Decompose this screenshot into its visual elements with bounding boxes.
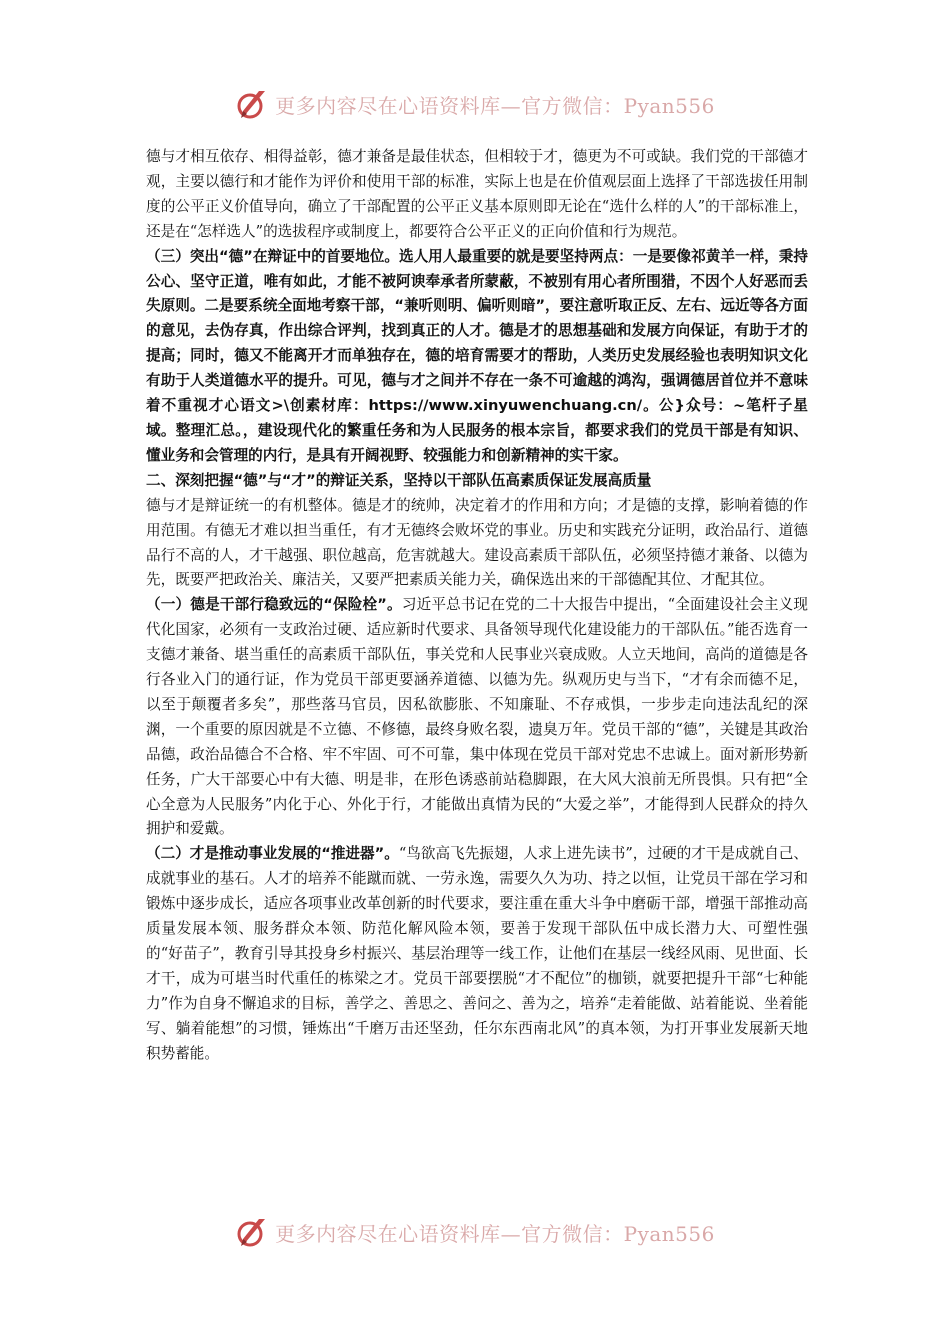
paragraph: [146, 842, 808, 1066]
subheading: （一）德是干部行稳致远的“保险栓”。: [146, 596, 402, 614]
paragraph: 德与才是辩证统一的有机整体。德是才的统帅，决定着才的作用和方向；才是德的支撑，影响着德的作用范围。有德无才难以担当重任，有才无德终会败坏党的事业。历史和实践充分证明，政治品行、道德品行不高的人，才干越强、职位越高，危害就越大。建设高素质干部队伍，必须坚持德才兼备、以德为先，既要严把政治关、廉洁关，又要严把素质关能力关，确保选出来的干部德配其位、才配其位。: [146, 496, 808, 589]
banner-text: 更多内容尽在心语资料库—官方微信：Pyan556: [275, 1221, 715, 1246]
quill-logo-icon: [235, 87, 269, 121]
paragraph: 德与才相互依存、相得益彰，德才兼备是最佳状态，但相较于才，德更为不可或缺。我们党的干部德才观，主要以德行和才能作为评价和使用干部的标准，实际上也是在价值观层面上选择了干部选拔任用制度的公平正义价值导向，确立了干部配置的公平正义基本原则即无论在“选什么样的人”的干部标准上，还是在“怎样选人”的选拔程序或制度上，都要符合公平正义的正向价值和行为规范。: [146, 148, 808, 240]
footer-banner: [0, 1212, 950, 1252]
article-body: [146, 145, 808, 1067]
paragraph: [146, 593, 808, 842]
header-banner: [0, 84, 950, 124]
section-heading: 二、深刻把握“德”与“才”的辩证关系，坚持以干部队伍高素质保证发展高质量: [146, 471, 652, 489]
paragraph-text: “鸟欲高飞先振翅，人求上进先读书”，过硬的才干是成就自己、成就事业的基石。人才的培养不能蹴而就、一劳永逸，需要久久为功、持之以恒，让党员干部在学习和锻炼中逐步成长，适应各项事业改革创新的时代要求，要注重在重大斗争中磨砺干部，增强干部推动高质量发展本领、服务群众本领、防范化解风险本领，要善于发现干部队伍中成长潜力大、可塑性强的“好苗子”，教育引导其投身乡村振兴、基层治理等一线工作，让他们在基层一线经风雨、见世面、长才干，成为可堪当时代重任的栋梁之才。党员干部要摆脱“才不配位”的枷锁，就要把提升干部“七种能力”作为自身不懈追求的目标，善学之、善思之、善问之、善为之，培养“走着能做、站着能说、坐着能写、躺着能想”的习惯，锤炼出“千磨万击还坚劲，任尔东西南北风”的真本领，为打开事业发展新天地积势蓄能。: [146, 845, 808, 1062]
paragraph-text: 习近平总书记在党的二十大报告中提出，“全面建设社会主义现代化国家，必须有一支政治过硬、适应新时代要求、具备领导现代化建设能力的干部队伍。”能否选育一支德才兼备、堪当重任的高素质干部队伍，事关党和人民事业兴衰成败。人立天地间，高尚的道德是各行各业入门的通行证，作为党员干部更要涵养道德、以德为先。纵观历史与当下，“才有余而德不足，以至于颠覆者多矣”，那些落马官员，因私欲膨胀、不知廉耻、不存戒惧，一步步走向违法乱纪的深渊，一个重要的原因就是不立德、不修德，最终身败名裂，遗臭万年。党员干部的“德”，关键是其政治品德，政治品德合不合格、牢不牢固、可不可靠，集中体现在党员干部对党忠不忠诚上。面对新形势新任务，广大干部要心中有大德、明是非，在形色诱惑前站稳脚跟，在大风大浪前无所畏惧。只有把“全心全意为人民服务”内化于心、外化于行，才能做出真情为民的“大爱之举”，才能得到人民群众的持久拥护和爱戴。: [146, 596, 808, 838]
quill-logo-icon: [235, 1215, 269, 1249]
paragraph-section-3: （三）突出“德”在辩证中的首要地位。选人用人最重要的就是要坚持两点：一是要像祁黄羊一样，秉持公心、坚守正道，唯有如此，才能不被阿谀奉承者所蒙蔽，不被别有用心者所围猎，不因个人好恶而丢失原则。二是要系统全面地考察干部，“兼听则明、偏听则暗”，要注意听取正反、左右、远近等各方面的意见，去伪存真，作出综合评判，找到真正的人才。德是才的思想基础和发展方向保证，有助于才的提高；同时，德又不能离开才而单独存在，德的培育需要才的帮助，人类历史发展经验也表明知识文化有助于人类道德水平的提升。可见，德与才之间并不存在一条不可逾越的鸿沟，强调德居首位并不意味着不重视才心语文>\创素材库：https://www.xinyuwenchuang.cn/。公}众号：~笔杆子星域。整理汇总。，建设现代化的繁重任务和为人民服务的根本宗旨，都要求我们的党员干部是有知识、懂业务和会管理的内行，是具有开阔视野、较强能力和创新精神的实干家。: [146, 247, 808, 464]
banner-text: 更多内容尽在心语资料库—官方微信：Pyan556: [275, 93, 715, 118]
subheading: （二）才是推动事业发展的“推进器”。: [146, 845, 399, 863]
